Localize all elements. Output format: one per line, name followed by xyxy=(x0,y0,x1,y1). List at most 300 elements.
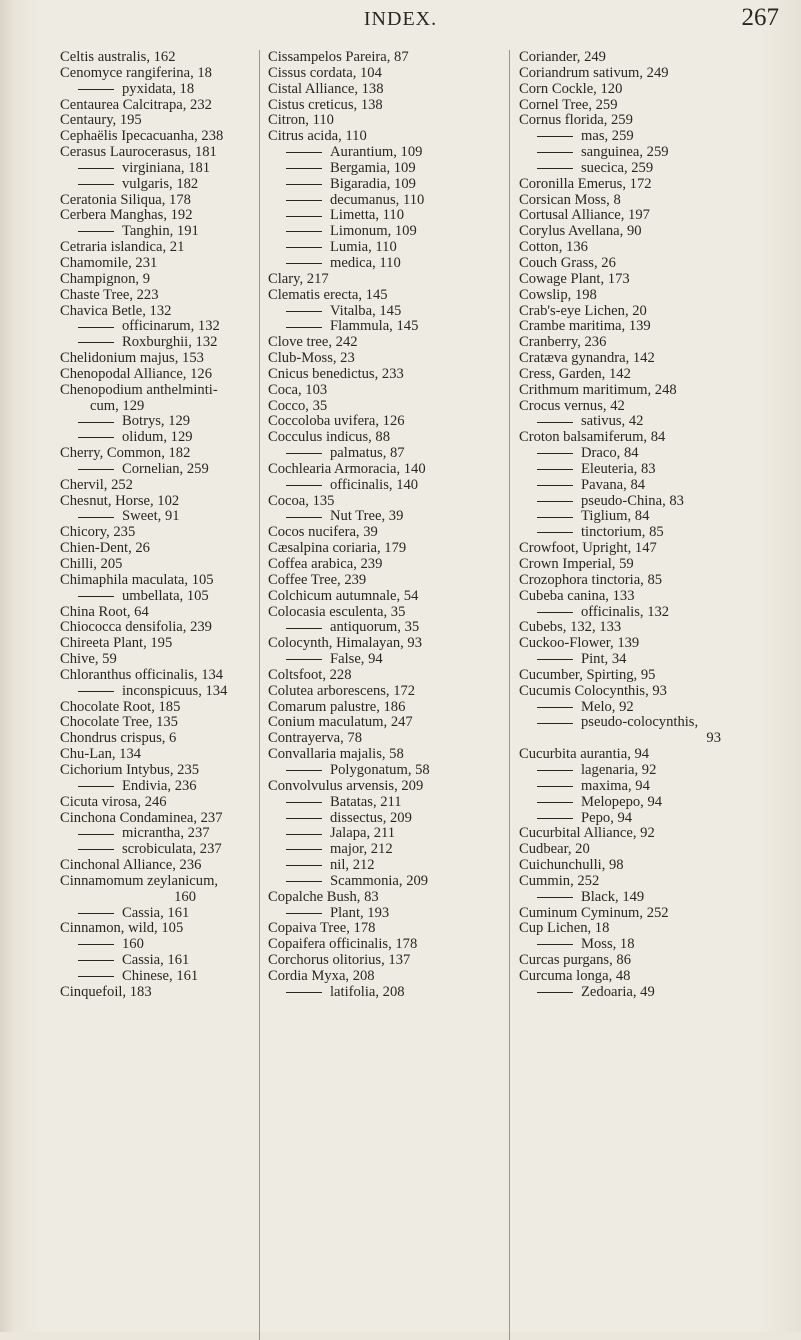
index-entry: Copaifera officinalis, 178 xyxy=(268,936,418,953)
repeat-dash xyxy=(78,960,114,961)
index-entry: Corn Cockle, 120 xyxy=(519,80,623,97)
index-column-3 xyxy=(519,50,781,1001)
index-column-2 xyxy=(268,50,504,1001)
index-entry-text: Pavana, 84 xyxy=(581,476,646,493)
index-entry: Clove tree, 242 xyxy=(268,334,358,351)
repeat-dash xyxy=(286,628,322,629)
index-entry: Cuckoo-Flower, 139 xyxy=(519,635,640,652)
index-entry xyxy=(268,620,504,636)
index-entry: Cup Lichen, 18 xyxy=(519,920,610,937)
index-entry-text: Melo, 92 xyxy=(581,698,634,715)
index-entry-text: Limetta, 110 xyxy=(330,207,405,224)
index-entry xyxy=(60,842,256,858)
index-entry-text: Bergamia, 109 xyxy=(330,159,416,176)
index-entry xyxy=(268,858,504,874)
index-entry: Couch Grass, 26 xyxy=(519,254,616,271)
index-entry xyxy=(268,177,504,193)
index-entry: Cochlearia Armoracia, 140 xyxy=(268,460,426,477)
index-entry: Chimaphila maculata, 105 xyxy=(60,571,214,588)
repeat-dash xyxy=(537,770,573,771)
repeat-dash xyxy=(286,913,322,914)
index-entry-text: pyxidata, 18 xyxy=(122,80,195,97)
repeat-dash xyxy=(537,802,573,803)
index-entry xyxy=(268,208,504,224)
index-entry: Crozophora tinctoria, 85 xyxy=(519,571,663,588)
index-entry: Clematis erecta, 145 xyxy=(268,286,388,303)
index-entry: Chondrus crispus, 6 xyxy=(60,730,177,747)
repeat-dash xyxy=(286,834,322,835)
index-entry: Cistal Alliance, 138 xyxy=(268,80,384,97)
index-entry: Cucurbital Alliance, 92 xyxy=(519,825,655,842)
index-entry-text: Polygonatum, 58 xyxy=(330,761,430,778)
index-entry-text: lagenaria, 92 xyxy=(581,761,657,778)
index-entry-text: Lumia, 110 xyxy=(330,239,397,256)
index-entry: Chireeta Plant, 195 xyxy=(60,635,173,652)
index-entry xyxy=(60,430,256,446)
index-entry xyxy=(519,811,781,827)
index-entry xyxy=(268,763,504,779)
index-entry-text: micrantha, 237 xyxy=(122,825,210,842)
index-entry-text: Jalapa, 211 xyxy=(330,825,396,842)
index-entry: Corchorus olitorius, 137 xyxy=(268,952,411,969)
index-entry: Chive, 59 xyxy=(60,651,117,668)
index-entry: Cinchona Condaminea, 237 xyxy=(60,809,223,826)
index-entry: Ceratonia Siliqua, 178 xyxy=(60,191,191,208)
index-entry-text: vulgaris, 182 xyxy=(122,175,199,192)
index-entry xyxy=(268,304,504,320)
index-entry: Cress, Garden, 142 xyxy=(519,365,631,382)
index-entry: Cubeba canina, 133 xyxy=(519,587,635,604)
index-entry: Cinquefoil, 183 xyxy=(60,983,152,1000)
repeat-dash xyxy=(78,342,114,343)
repeat-dash xyxy=(286,659,322,660)
index-entry: Chloranthus officinalis, 134 xyxy=(60,666,224,683)
index-entry-text: olidum, 129 xyxy=(122,429,193,446)
index-entry xyxy=(268,795,504,811)
index-entry-text: virginiana, 181 xyxy=(122,159,211,176)
index-entry: Cephaëlis Ipecacuanha, 238 xyxy=(60,128,224,145)
index-entry xyxy=(60,937,256,953)
index-entry: Cicuta virosa, 246 xyxy=(60,793,167,810)
index-entry xyxy=(268,509,504,525)
index-entry: Chamomile, 231 xyxy=(60,254,158,271)
index-entry-text: tinctorium, 85 xyxy=(581,524,664,541)
index-entry xyxy=(519,494,781,510)
index-entry-text: Chinese, 161 xyxy=(122,967,199,984)
repeat-dash xyxy=(78,517,114,518)
index-entry xyxy=(60,224,256,240)
repeat-dash xyxy=(78,913,114,914)
running-title: INDEX. xyxy=(363,8,438,30)
index-entry xyxy=(519,462,781,478)
index-entry: Cocoa, 135 xyxy=(268,492,335,509)
index-entry-text: Plant, 193 xyxy=(330,904,390,921)
index-entry xyxy=(519,779,781,795)
repeat-dash xyxy=(286,818,322,819)
index-entry: 160 xyxy=(174,888,196,905)
index-entry: Cucumber, Spirting, 95 xyxy=(519,666,656,683)
index-entry xyxy=(268,446,504,462)
index-entry: Cetraria islandica, 21 xyxy=(60,239,185,256)
index-entry: Cinchonal Alliance, 236 xyxy=(60,857,202,874)
index-entry-text: major, 212 xyxy=(330,841,393,858)
index-entry xyxy=(60,684,256,700)
index-entry xyxy=(519,145,781,161)
repeat-dash xyxy=(537,517,573,518)
index-entry-text: palmatus, 87 xyxy=(330,445,405,462)
index-entry xyxy=(60,82,256,98)
repeat-dash xyxy=(286,263,322,264)
index-entry: Coltsfoot, 228 xyxy=(268,666,352,683)
repeat-dash xyxy=(78,849,114,850)
index-entry-text: officinarum, 132 xyxy=(122,318,220,335)
index-entry: cum, 129 xyxy=(90,397,145,414)
index-entry-text: Pint, 34 xyxy=(581,651,627,668)
index-entry: Crithmum maritimum, 248 xyxy=(519,381,677,398)
index-entry-text: Nut Tree, 39 xyxy=(330,508,404,525)
index-entry: Croton balsamiferum, 84 xyxy=(519,429,666,446)
repeat-dash xyxy=(286,865,322,866)
repeat-dash xyxy=(537,612,573,613)
index-entry-text: mas, 259 xyxy=(581,128,634,145)
index-entry xyxy=(268,145,504,161)
index-entry: Coccoloba uvifera, 126 xyxy=(268,413,405,430)
index-entry: Coffea arabica, 239 xyxy=(268,556,383,572)
index-entry xyxy=(519,478,781,494)
index-entry: Cordia Myxa, 208 xyxy=(268,967,375,984)
index-entry-text: 160 xyxy=(122,936,144,953)
index-entry xyxy=(519,700,781,716)
index-entry: Cherry, Common, 182 xyxy=(60,445,191,462)
index-entry: Cnicus benedictus, 233 xyxy=(268,365,404,382)
index-entry xyxy=(519,890,781,906)
index-entry-text: Pepo, 94 xyxy=(581,809,633,826)
index-entry xyxy=(60,969,256,985)
index-entry-text: umbellata, 105 xyxy=(122,587,209,604)
index-entry-text: officinalis, 140 xyxy=(330,476,419,493)
index-entry xyxy=(268,985,504,1001)
index-entry: Cucumis Colocynthis, 93 xyxy=(519,682,667,699)
index-entry: Comarum palustre, 186 xyxy=(268,698,406,715)
index-entry-text: Cassia, 161 xyxy=(122,904,190,921)
index-entry: Cowage Plant, 173 xyxy=(519,270,630,287)
index-entry-text: suecica, 259 xyxy=(581,159,654,176)
index-entry: Chilli, 205 xyxy=(60,556,123,572)
index-entry: Crocus vernus, 42 xyxy=(519,397,625,414)
index-entry xyxy=(268,842,504,858)
repeat-dash xyxy=(537,992,573,993)
repeat-dash xyxy=(78,168,114,169)
index-entry: Chenopodium anthelminti- xyxy=(60,381,218,398)
index-entry xyxy=(268,193,504,209)
repeat-dash xyxy=(286,168,322,169)
column-divider xyxy=(509,50,510,1340)
index-entry-text: Botrys, 129 xyxy=(122,413,191,430)
repeat-dash xyxy=(286,849,322,850)
index-entry-text: scrobiculata, 237 xyxy=(122,841,222,858)
index-entry: Cichorium Intybus, 235 xyxy=(60,761,200,778)
index-entry: Chicory, 235 xyxy=(60,524,136,541)
index-entry-text: pseudo-colocynthis, xyxy=(581,714,699,731)
index-entry-text: Endivia, 236 xyxy=(122,777,197,794)
index-entry: Corylus Avellana, 90 xyxy=(519,223,642,240)
index-entry: Cistus creticus, 138 xyxy=(268,96,383,113)
index-entry xyxy=(268,906,504,922)
index-entry-text: medica, 110 xyxy=(330,254,401,271)
index-entry: Convallaria majalis, 58 xyxy=(268,746,404,763)
index-entry: Cuminum Cyminum, 252 xyxy=(519,904,669,921)
index-entry: 93 xyxy=(706,730,721,747)
index-entry-text: Cassia, 161 xyxy=(122,952,190,969)
index-entry xyxy=(519,509,781,525)
index-entry-text: Sweet, 91 xyxy=(122,508,180,525)
index-entry-text: Batatas, 211 xyxy=(330,793,402,810)
repeat-dash xyxy=(537,707,573,708)
index-entry: Cerbera Manghas, 192 xyxy=(60,207,193,224)
index-entry: Curcas purgans, 86 xyxy=(519,952,632,969)
repeat-dash xyxy=(537,168,573,169)
index-entry: Chervil, 252 xyxy=(60,476,133,493)
index-entry-text: maxima, 94 xyxy=(581,777,650,794)
index-entry xyxy=(268,224,504,240)
repeat-dash xyxy=(286,152,322,153)
index-entry: Cummin, 252 xyxy=(519,872,600,889)
repeat-dash xyxy=(78,596,114,597)
index-entry xyxy=(60,826,256,842)
index-entry: Centaury, 195 xyxy=(60,112,142,129)
repeat-dash xyxy=(537,786,573,787)
repeat-dash xyxy=(537,897,573,898)
repeat-dash xyxy=(537,485,573,486)
index-entry: Celtis australis, 162 xyxy=(60,49,176,65)
index-entry xyxy=(519,446,781,462)
index-entry-text: latifolia, 208 xyxy=(330,983,405,1000)
index-entry: Cowslip, 198 xyxy=(519,286,597,303)
index-entry-text: Tanghin, 191 xyxy=(122,223,199,240)
index-entry xyxy=(519,763,781,779)
index-entry xyxy=(60,589,256,605)
index-entry xyxy=(60,177,256,193)
index-entry: Chaste Tree, 223 xyxy=(60,286,159,303)
index-entry: Corsican Moss, 8 xyxy=(519,191,621,208)
repeat-dash xyxy=(286,311,322,312)
index-entry: Colutea arborescens, 172 xyxy=(268,682,416,699)
repeat-dash xyxy=(537,453,573,454)
index-entry-text: dissectus, 209 xyxy=(330,809,412,826)
index-entry: Curcuma longa, 48 xyxy=(519,967,631,984)
index-entry: Chelidonium majus, 153 xyxy=(60,350,204,367)
index-entry xyxy=(268,811,504,827)
repeat-dash xyxy=(286,881,322,882)
index-entry-text: Moss, 18 xyxy=(581,936,635,953)
repeat-dash xyxy=(286,216,322,217)
index-entry xyxy=(60,414,256,430)
repeat-dash xyxy=(537,659,573,660)
index-entry-text: Black, 149 xyxy=(581,888,645,905)
index-entry xyxy=(519,525,781,541)
index-entry: Cissampelos Pareira, 87 xyxy=(268,49,409,65)
index-entry: Conium maculatum, 247 xyxy=(268,714,413,731)
repeat-dash xyxy=(78,231,114,232)
index-entry: Chesnut, Horse, 102 xyxy=(60,492,180,509)
repeat-dash xyxy=(78,469,114,470)
index-entry xyxy=(519,129,781,145)
index-entry: Cornel Tree, 259 xyxy=(519,96,618,113)
repeat-dash xyxy=(78,691,114,692)
index-entry xyxy=(60,779,256,795)
repeat-dash xyxy=(78,834,114,835)
index-entry xyxy=(268,319,504,335)
index-entry: Coriandrum sativum, 249 xyxy=(519,64,669,81)
index-entry: Chiococca densifolia, 239 xyxy=(60,619,212,636)
index-entry xyxy=(519,937,781,953)
index-entry-text: decumanus, 110 xyxy=(330,191,425,208)
index-entry: Crown Imperial, 59 xyxy=(519,556,634,572)
index-entry: Cudbear, 20 xyxy=(519,841,590,858)
index-entry-text: antiquorum, 35 xyxy=(330,619,420,636)
repeat-dash xyxy=(537,152,573,153)
index-entry-text: Flammula, 145 xyxy=(330,318,419,335)
index-entry: Chocolate Root, 185 xyxy=(60,698,181,715)
index-entry xyxy=(60,319,256,335)
index-entry: Colchicum autumnale, 54 xyxy=(268,587,419,604)
index-entry xyxy=(519,985,781,1001)
index-entry xyxy=(268,652,504,668)
repeat-dash xyxy=(537,422,573,423)
index-entry-text: Bigaradia, 109 xyxy=(330,175,416,192)
index-entry: Convolvulus arvensis, 209 xyxy=(268,777,424,794)
index-entry-text: sativus, 42 xyxy=(581,413,644,430)
index-entry: Cratæva gynandra, 142 xyxy=(519,350,655,367)
index-entry: Cinnamomum zeylanicum, xyxy=(60,872,219,889)
repeat-dash xyxy=(286,327,322,328)
repeat-dash xyxy=(286,992,322,993)
index-entry: Crab's-eye Lichen, 20 xyxy=(519,302,647,319)
repeat-dash xyxy=(78,422,114,423)
index-entry: Clary, 217 xyxy=(268,270,329,287)
index-entry xyxy=(268,826,504,842)
index-entry: Cocco, 35 xyxy=(268,397,328,414)
repeat-dash xyxy=(537,501,573,502)
index-entry xyxy=(268,240,504,256)
repeat-dash xyxy=(286,453,322,454)
index-entry: China Root, 64 xyxy=(60,603,149,620)
index-entry: Cuichunchulli, 98 xyxy=(519,857,624,874)
index-entry: Cucurbita aurantia, 94 xyxy=(519,746,650,763)
repeat-dash xyxy=(78,944,114,945)
index-entry: Cocos nucifera, 39 xyxy=(268,524,378,541)
repeat-dash xyxy=(78,184,114,185)
index-entry xyxy=(519,414,781,430)
repeat-dash xyxy=(286,770,322,771)
index-entry: Chenopodal Alliance, 126 xyxy=(60,365,212,382)
repeat-dash xyxy=(286,200,322,201)
index-entry-text: Draco, 84 xyxy=(581,445,639,462)
index-entry: Cissus cordata, 104 xyxy=(268,64,382,81)
index-entry xyxy=(268,478,504,494)
index-entry-text: Limonum, 109 xyxy=(330,223,417,240)
index-entry-text: Eleuteria, 83 xyxy=(581,460,656,477)
index-entry xyxy=(519,605,781,621)
index-entry xyxy=(60,161,256,177)
index-entry xyxy=(519,652,781,668)
index-entry: Coca, 103 xyxy=(268,381,328,398)
index-entry: Cranberry, 236 xyxy=(519,334,607,351)
index-entry-text: nil, 212 xyxy=(330,857,375,874)
index-entry: Cornus florida, 259 xyxy=(519,112,633,129)
index-entry: Cocculus indicus, 88 xyxy=(268,429,391,446)
index-entry xyxy=(519,795,781,811)
index-entry: Chien-Dent, 26 xyxy=(60,540,150,557)
index-entry-text: Vitalba, 145 xyxy=(330,302,402,319)
repeat-dash xyxy=(537,944,573,945)
index-entry-text: sanguinea, 259 xyxy=(581,144,669,161)
index-entry: Cortusal Alliance, 197 xyxy=(519,207,650,224)
index-entry-text: Melopepo, 94 xyxy=(581,793,663,810)
page-number: 267 xyxy=(741,4,779,31)
index-entry: Cinnamon, wild, 105 xyxy=(60,920,184,937)
index-entry: Contrayerva, 78 xyxy=(268,730,363,747)
repeat-dash xyxy=(286,184,322,185)
index-entry: Cotton, 136 xyxy=(519,239,588,256)
index-entry xyxy=(268,874,504,890)
index-entry-text: Tiglium, 84 xyxy=(581,508,650,525)
index-entry: Citron, 110 xyxy=(268,112,334,129)
index-entry: Cæsalpina coriaria, 179 xyxy=(268,540,407,557)
index-entry xyxy=(60,953,256,969)
repeat-dash xyxy=(286,231,322,232)
index-entry: Coriander, 249 xyxy=(519,49,606,65)
index-entry-text: pseudo-China, 83 xyxy=(581,492,684,509)
index-entry xyxy=(60,906,256,922)
column-divider xyxy=(259,50,260,1340)
repeat-dash xyxy=(78,437,114,438)
index-entry: Colocasia esculenta, 35 xyxy=(268,603,406,620)
index-entry: Crambe maritima, 139 xyxy=(519,318,651,335)
repeat-dash xyxy=(286,485,322,486)
repeat-dash xyxy=(286,802,322,803)
repeat-dash xyxy=(78,327,114,328)
index-entry-text: Roxburghii, 132 xyxy=(122,334,218,351)
repeat-dash xyxy=(78,976,114,977)
index-entry: Cenomyce rangiferina, 18 xyxy=(60,64,212,81)
index-entry-text: officinalis, 132 xyxy=(581,603,670,620)
index-entry: Cerasus Laurocerasus, 181 xyxy=(60,144,217,161)
index-entry: Champignon, 9 xyxy=(60,270,150,287)
index-entry: Chavica Betle, 132 xyxy=(60,302,172,319)
index-entry: Club-Moss, 23 xyxy=(268,350,355,367)
index-entry: Colocynth, Himalayan, 93 xyxy=(268,635,423,652)
repeat-dash xyxy=(537,532,573,533)
repeat-dash xyxy=(78,89,114,90)
index-entry-text: Cornelian, 259 xyxy=(122,460,209,477)
index-entry-text: Scammonia, 209 xyxy=(330,872,429,889)
repeat-dash xyxy=(78,786,114,787)
repeat-dash xyxy=(286,247,322,248)
index-entry: Citrus acida, 110 xyxy=(268,128,367,145)
repeat-dash xyxy=(537,818,573,819)
repeat-dash xyxy=(537,469,573,470)
index-entry: Crowfoot, Upright, 147 xyxy=(519,540,657,557)
repeat-dash xyxy=(286,517,322,518)
index-entry: Centaurea Calcitrapa, 232 xyxy=(60,96,212,113)
repeat-dash xyxy=(537,136,573,137)
index-entry: Coffee Tree, 239 xyxy=(268,571,367,588)
repeat-dash xyxy=(537,723,573,724)
index-entry xyxy=(519,161,781,177)
index-entry-text: Zedoaria, 49 xyxy=(581,983,655,1000)
index-entry xyxy=(60,335,256,351)
